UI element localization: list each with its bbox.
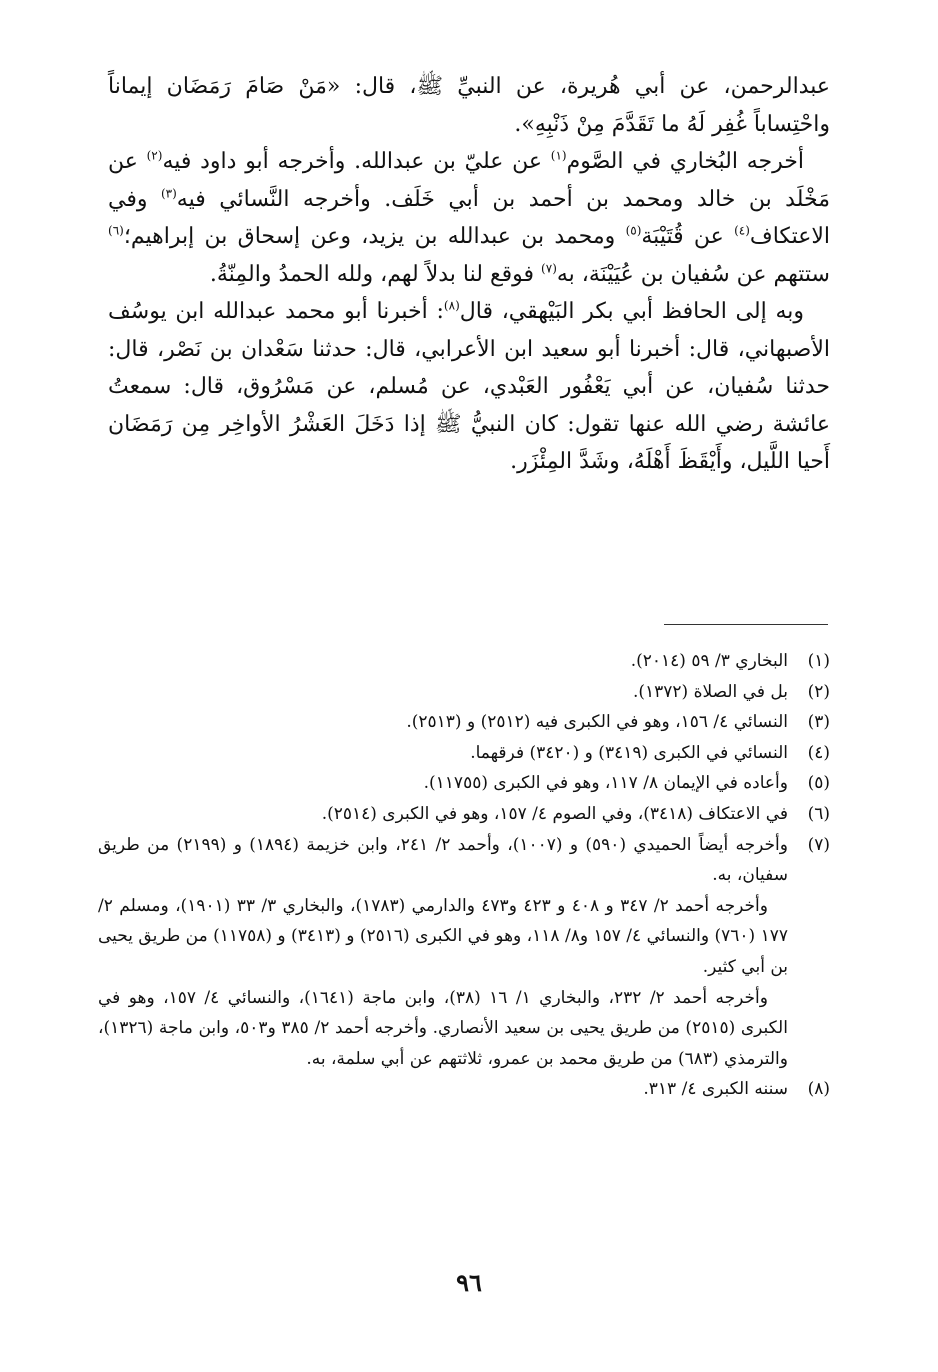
footnote-number: (٢) [807,681,830,702]
text-run: ستتهم عن سُفيان بن عُيَيْنَة، به [556,261,830,287]
footnote-text: النسائي ٤/ ١٥٦، وهو في الكبرى فيه (٢٥١٢) و (٢٥١٣). [406,712,788,733]
text-run: وفي الاعتكاف [108,186,830,249]
footnote-item [98,1074,830,1105]
footnote-text: البخاري ٣/ ٥٩ (٢٠١٤). [630,651,788,671]
footnote-text: وأخرجه أيضاً الحميدي (٥٩٠) و (١٠٠٧)، وأحمد ٢/ ٢٤١، وابن خزيمة (١٨٩٤) و (٢١٩٩) من طريق سفيان، به. [98,834,788,886]
paragraph-2 [108,143,830,293]
footnote-body [98,707,788,738]
footnote-ref-2[interactable]: (٢) [146,148,163,163]
footnote-ref-5[interactable]: (٥) [625,223,642,238]
footnote-body [98,768,788,799]
footnote-text: في الاعتكاف (٣٤١٨)، وفي الصوم ٤/ ١٥٧، وهو في الكبرى (٢٥١٤). [321,803,788,824]
paragraph-1: عبدالرحمن، عن أبي هُريرة، عن النبيِّ ﷺ، قال: «مَنْ صَامَ رَمَضَان إيماناً واحْتِساباً غُفِر لَهُ ما تَقَدَّمَ مِنْ ذَنْبِهِ». [108,74,830,137]
footnote-number: (٨) [807,1079,830,1100]
footnote-text: بل في الصلاة (١٣٧٢). [632,681,788,702]
footnote-ref-4[interactable]: (٤) [734,223,750,238]
main-text [108,68,830,481]
footnote-item [98,707,830,738]
footnote-text: وأخرجه أحمد ٢/ ٣٤٧ و ٤٠٨ و ٤٢٣ و٤٧٣ والدارمي (١٧٨٣)، والبخاري ٣/ ٣٣ (١٩٠١)، ومسلم ٢/ ١٧٧ (٧٦٠) والنسائي ٤/ ١٥٧ و٨/ ١١٨، وهو في الكبرى (٢٥١٦) و (٣٤١٣) و (١١٧٥٨) من طريق يحيى بن أبي كثير. [98,895,788,977]
text-run: فوقع لنا بدلاً لهم، ولله الحمدُ والمِنّةُ. [209,261,542,287]
footnote-text: وأخرجه أحمد ٢/ ٢٣٢، والبخاري ١/ ١٦ (٣٨)، وابن ماجة (١٦٤١)، والنسائي ٤/ ١٥٧، وهو في الكبرى (٢٥١٥) من طريق يحيى بن سعيد الأنصاري. وأخرجه أحمد ٢/ ٣٨٥ و٥٠٣، وابن ماجة (١٣٢٦)، والترمذي (٦٨٣) من طريق محمد بن عمرو، ثلاثتهم عن أبي سلمة، به. [98,987,788,1069]
footnote-body [98,830,788,1075]
footnote-body [98,738,788,769]
text-run: : أخبرنا أبو محمد عبدالله ابن يوسُف الأصبهاني، قال: أخبرنا أبو سعيد ابن الأعرابي، قال: حدثنا سَعْدان بن نَصْر، قال: حدثنا سُفيان، عن أبي يَعْفُور العَبْدي، عن مُسلم، عن مَسْرُوق، قال: سمعتُ عائشة رضي الله عنها تقول: كان النبيُّ ﷺ إذا دَخَلَ العَشْرُ الأواخِر مِن رَمَضَان أَحيا اللَّيل، وأَيْقَظَ أَهْلَهُ، وشَدَّ المِئْزَر. [108,299,830,474]
text-run: ومحمد بن عبدالله بن يزيد، وعن إسحاق بن إبراهيم؛ [123,224,626,249]
text-run: وبه إلى الحافظ أبي بكر البَيْهقي، قال [459,299,804,324]
footnote-item [98,768,830,799]
text-run: عن قُتَيْبَة [641,224,735,249]
footnote-ref-7[interactable]: (٧) [541,261,557,276]
paragraph-3 [108,293,830,481]
footnote-number: (٦) [807,803,830,824]
footnote-ref-3[interactable]: (٣) [160,186,177,201]
footnote-body [98,646,788,677]
footnote-body [98,799,788,830]
text-run: عن عليّ بن عبدالله. وأخرجه أبو داود فيه [162,149,551,174]
footnote-item [98,799,830,830]
text-run: عن مَخْلَد بن خالد ومحمد بن أحمد بن أبي خَلَف. وأخرجه النَّسائي فيه [108,149,830,212]
footnote-ref-8[interactable]: (٨) [443,298,460,313]
footnote-ref-1[interactable]: (١) [550,148,567,163]
footnotes [98,646,830,1105]
footnote-text: وأعاده في الإيمان ٨/ ١١٧، وهو في الكبرى (١١٧٥٥). [423,773,788,794]
page-number: ٩٦ [456,1268,482,1297]
footnote-item [98,677,830,708]
footnote-divider [664,624,828,625]
footnote-number: (٧) [807,834,830,855]
footnote-item [98,646,830,677]
footnote-text: سننه الكبرى ٤/ ٣١٣. [643,1079,788,1100]
footnote-ref-6[interactable]: (٦) [108,223,124,238]
footnote-number: (٣) [807,712,830,733]
footnote-number: (١) [807,651,830,671]
footnote-body [98,1074,788,1105]
footnote-item [98,830,830,1075]
footnote-text: النسائي في الكبرى (٣٤١٩) و (٣٤٢٠) فرقهما. [470,742,788,763]
text-run: أخرجه البُخاري في الصَّوم [566,149,804,174]
footnote-body [98,677,788,708]
footnote-item [98,738,830,769]
footnote-number: (٥) [807,773,830,794]
footnote-number: (٤) [807,742,830,763]
